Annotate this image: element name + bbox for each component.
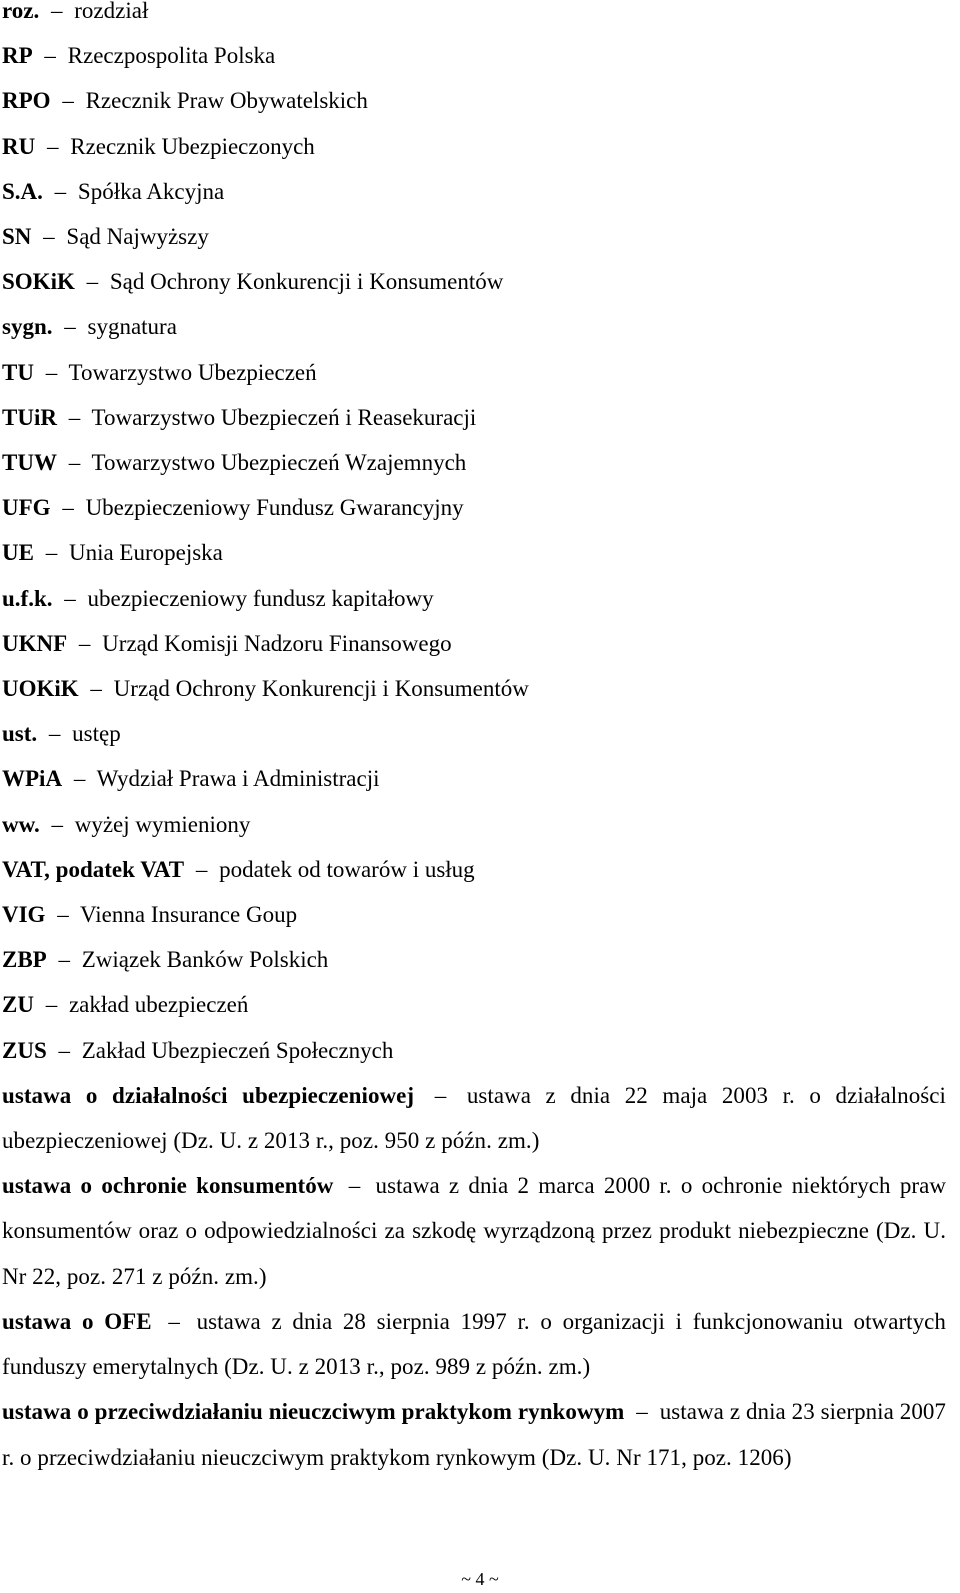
abbreviation-entry <box>2 1389 946 1479</box>
abbreviation-definition: Rzecznik Praw Obywatelskich <box>85 88 368 114</box>
separator-dash: – <box>43 224 55 250</box>
separator-dash: – <box>62 88 74 114</box>
abbreviation-definition: sygnatura <box>87 314 177 340</box>
abbreviation-entry <box>2 711 946 756</box>
abbreviation-entry <box>2 1163 946 1299</box>
abbreviation-entry <box>2 1299 946 1389</box>
separator-dash: – <box>86 269 99 295</box>
abbreviation-entry <box>2 33 946 78</box>
abbreviation-definition: Towarzystwo Ubezpieczeń Wzajemnych <box>91 450 467 476</box>
abbreviation-term: RPO <box>2 88 51 114</box>
abbreviation-list <box>2 0 946 1480</box>
separator-dash: – <box>90 676 102 702</box>
abbreviation-term: ZBP <box>2 947 47 973</box>
abbreviation-entry <box>2 756 946 801</box>
abbreviation-definition: Związek Banków Polskich <box>81 947 329 973</box>
page-number: ~ 4 ~ <box>461 1569 499 1589</box>
separator-dash: – <box>62 495 74 521</box>
abbreviation-entry <box>2 214 946 259</box>
abbreviation-term: SOKiK <box>2 269 75 295</box>
separator-dash: – <box>58 947 70 973</box>
abbreviation-entry <box>2 576 946 621</box>
abbreviation-term: VAT, podatek VAT <box>2 856 185 882</box>
abbreviation-term: ustawa o działalności ubezpieczeniowej <box>2 1082 415 1108</box>
abbreviation-entry <box>2 0 946 33</box>
abbreviation-entry <box>2 847 946 892</box>
abbreviation-definition: zakład ubezpieczeń <box>68 992 249 1018</box>
abbreviation-definition: Wydział Prawa i Administracji <box>96 766 380 792</box>
abbreviation-definition: Rzecznik Ubezpieczonych <box>70 133 315 159</box>
abbreviation-definition: rozdział <box>74 0 149 23</box>
separator-dash: – <box>64 585 76 611</box>
separator-dash: – <box>44 43 56 69</box>
abbreviation-entry <box>2 259 946 304</box>
abbreviation-term: RP <box>2 43 33 69</box>
abbreviation-entry <box>2 666 946 711</box>
abbreviation-term: ZU <box>2 992 34 1018</box>
abbreviation-term: TUW <box>2 450 57 476</box>
abbreviation-entry <box>2 440 946 485</box>
abbreviation-entry <box>2 802 946 847</box>
abbreviation-term: u.f.k. <box>2 585 53 611</box>
separator-dash: – <box>45 359 58 385</box>
separator-dash: – <box>348 1173 361 1199</box>
separator-dash: – <box>45 992 58 1018</box>
abbreviation-term: TU <box>2 359 34 385</box>
abbreviation-definition: ustawa z dnia 23 sierpnia 2007 r. o przeciwdziałaniu nieuczciwym praktykom rynkowym (Dz. U. Nr 171, poz. 1206) <box>2 1399 946 1470</box>
abbreviation-term: ww. <box>2 811 40 837</box>
separator-dash: – <box>51 811 63 837</box>
abbreviation-term: roz. <box>2 0 40 23</box>
abbreviation-entry <box>2 1028 946 1073</box>
abbreviation-definition: Sąd Najwyższy <box>66 224 209 250</box>
abbreviation-term: RU <box>2 133 36 159</box>
separator-dash: – <box>195 856 208 882</box>
separator-dash: – <box>51 0 63 23</box>
separator-dash: – <box>68 450 81 476</box>
abbreviation-entry <box>2 982 946 1027</box>
abbreviation-term: ustawa o OFE <box>2 1308 152 1334</box>
abbreviation-definition: Sąd Ochrony Konkurencji i Konsumentów <box>109 269 504 295</box>
separator-dash: – <box>68 404 81 430</box>
separator-dash: – <box>45 540 58 566</box>
abbreviation-definition: Rzeczpospolita Polska <box>67 43 276 69</box>
abbreviation-term: S.A. <box>2 178 43 204</box>
abbreviation-entry <box>2 530 946 575</box>
abbreviation-term: UE <box>2 540 34 566</box>
abbreviation-entry <box>2 395 946 440</box>
abbreviation-definition: Towarzystwo Ubezpieczeń i Reasekuracji <box>91 404 477 430</box>
separator-dash: – <box>58 1037 70 1063</box>
abbreviation-term: VIG <box>2 902 46 928</box>
abbreviation-term: ZUS <box>2 1037 47 1063</box>
abbreviation-term: sygn. <box>2 314 53 340</box>
abbreviation-entry <box>2 304 946 349</box>
abbreviation-term: ustawa o przeciwdziałaniu nieuczciwym praktykom rynkowym <box>2 1399 625 1425</box>
abbreviation-definition: ustęp <box>72 721 121 747</box>
abbreviation-term: SN <box>2 224 32 250</box>
abbreviation-definition: podatek od towarów i usług <box>219 856 475 882</box>
abbreviation-entry <box>2 1073 946 1163</box>
abbreviation-definition: ustawa z dnia 2 marca 2000 r. o ochronie niektórych praw konsumentów oraz o odpowiedzialności za szkodę wyrządzoną przez produkt niebezpieczne (Dz. U. Nr 22, poz. 271 z późn. zm.) <box>2 1173 946 1289</box>
abbreviation-term: ustawa o ochronie konsumentów <box>2 1173 334 1199</box>
abbreviation-definition: Unia Europejska <box>68 540 223 566</box>
abbreviation-term: UFG <box>2 495 51 521</box>
abbreviation-definition: Zakład Ubezpieczeń Społecznych <box>81 1037 394 1063</box>
abbreviation-definition: ustawa z dnia 28 sierpnia 1997 r. o organizacji i funkcjonowaniu otwartych funduszy emerytalnych (Dz. U. z 2013 r., poz. 989 z późn. zm.) <box>2 1308 946 1380</box>
abbreviation-entry <box>2 78 946 123</box>
abbreviation-definition: wyżej wymieniony <box>74 811 251 837</box>
abbreviation-definition: Urząd Komisji Nadzoru Finansowego <box>102 630 452 656</box>
abbreviation-entry <box>2 169 946 214</box>
separator-dash: – <box>46 133 59 159</box>
separator-dash: – <box>54 178 67 204</box>
abbreviation-definition: Vienna Insurance Goup <box>80 902 298 928</box>
abbreviation-definition: ustawa z dnia 22 maja 2003 r. o działalności ubezpieczeniowej (Dz. U. z 2013 r., poz. 950 z późn. zm.) <box>2 1082 946 1154</box>
abbreviation-entry <box>2 892 946 937</box>
separator-dash: – <box>168 1308 180 1334</box>
abbreviation-definition: Urząd Ochrony Konkurencji i Konsumentów <box>113 676 529 702</box>
abbreviation-term: WPiA <box>2 766 63 792</box>
separator-dash: – <box>434 1082 447 1108</box>
abbreviation-term: ust. <box>2 721 38 747</box>
separator-dash: – <box>636 1399 648 1425</box>
abbreviation-entry <box>2 124 946 169</box>
abbreviation-definition: Spółka Akcyjna <box>77 178 225 204</box>
abbreviation-term: UKNF <box>2 630 68 656</box>
abbreviation-entry <box>2 350 946 395</box>
abbreviation-definition: Ubezpieczeniowy Fundusz Gwarancyjny <box>85 495 464 521</box>
separator-dash: – <box>73 766 86 792</box>
abbreviation-entry <box>2 485 946 530</box>
separator-dash: – <box>78 630 91 656</box>
separator-dash: – <box>64 314 76 340</box>
separator-dash: – <box>48 721 61 747</box>
abbreviation-entry <box>2 621 946 666</box>
abbreviation-definition: ubezpieczeniowy fundusz kapitałowy <box>87 585 434 611</box>
abbreviation-term: UOKiK <box>2 676 79 702</box>
separator-dash: – <box>57 902 69 928</box>
abbreviation-entry <box>2 937 946 982</box>
abbreviation-definition: Towarzystwo Ubezpieczeń <box>68 359 317 385</box>
abbreviation-term: TUiR <box>2 404 57 430</box>
